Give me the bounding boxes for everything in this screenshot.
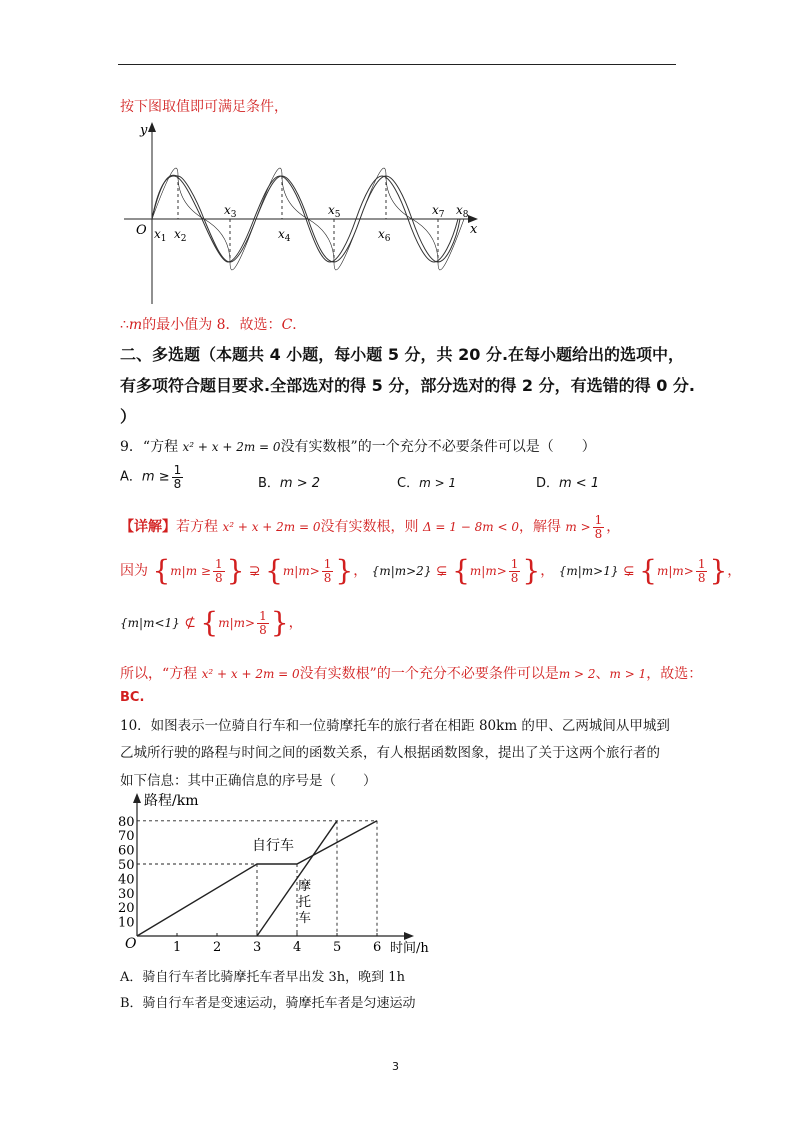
x-tick-label: 4	[293, 940, 302, 955]
q9-option-a: A．m ≥ $\frac{1}{8}$	[120, 463, 182, 491]
q10-stem-line2: 乙城所行驶的路程与时间之间的函数关系，有人根据函数图象，提出了关于这两个旅行者的	[120, 745, 660, 761]
section-heading-line3: ）	[120, 407, 137, 426]
section-heading-line2: 有多项符合题目要求.全部选对的得 5 分，部分选对的得 2 分，有选错的得 0 分.	[120, 376, 695, 395]
wave-x1-label: $x_1$	[154, 227, 167, 244]
section-heading-line1: 二、多选题（本题共 4 小题，每小题 5 分，共 20 分.在每小题给出的选项中，	[120, 345, 685, 364]
detail-line4: 所以，“方程 x² + x + 2m = 0没有实数根”的一个充分不必要条件可以是m > 2、m > 1，故选：	[120, 666, 703, 682]
y-tick-label: 20	[118, 901, 135, 917]
moto-annotation-3: 车	[298, 911, 312, 926]
bike-annotation: 自行车	[252, 838, 294, 854]
q10-option-b: B．骑自行车者是变速运动，骑摩托车者是匀速运动	[120, 996, 416, 1011]
page-number: 3	[392, 1060, 399, 1073]
q10-stem-line1: 10．如图表示一位骑自行车和一位骑摩托车的旅行者在相距 80km 的甲、乙两城间从甲城到	[120, 718, 670, 734]
wave-graph	[118, 118, 488, 308]
wave-x-label: x	[470, 222, 478, 237]
moto-annotation-2: 托	[298, 895, 312, 910]
wave-x5-label: $x_5$	[328, 203, 341, 220]
wave-y-label: y	[140, 123, 148, 138]
header-rule	[118, 64, 676, 65]
y-tick-label: 30	[118, 886, 135, 902]
q10-stem-line3: 如下信息：其中正确信息的序号是（ ）	[120, 773, 377, 789]
chart-x-label: 时间/h	[390, 941, 429, 956]
detail-line3: {m|m<1} ⊄ {m|m> $\frac{1}{8}$ }，	[120, 606, 303, 639]
q9-option-c: C．m > 1	[397, 476, 457, 491]
distance-time-chart	[112, 790, 442, 960]
y-tick-label: 80	[118, 814, 135, 830]
wave-x7-label: $x_7$	[432, 203, 445, 220]
x-tick-label: 3	[253, 940, 262, 955]
detail-line2: 因为 {m|m ≥ $\frac{1}{8}$ } ⊋ {m|m> $\frac{1}{8}$ }， {m|m>2} ⊊ {m|m> $\frac{1}{8}$ }， {m|m>1} ⊊ {m|m> $\frac{1}{8}$ }，	[120, 554, 742, 587]
wave-x8-label: $x_8$	[456, 203, 469, 220]
detail-line1: 【详解】若方程 x² + x + 2m = 0没有实数根，则 Δ = 1 − 8m < 0，解得 m > $\frac{1}{8}$ ，	[120, 513, 621, 541]
wave-x3-label: $x_3$	[224, 203, 237, 220]
y-tick-label: 60	[118, 843, 135, 859]
wave-x2-label: $x_2$	[174, 227, 187, 244]
wave-x6-label: $x_6$	[378, 227, 391, 244]
wave-origin: O	[136, 223, 147, 238]
q9-option-b: B．m > 2	[258, 476, 321, 491]
wave-x4-label: $x_4$	[278, 227, 291, 244]
detail-line5: BC.	[120, 690, 145, 705]
y-tick-label: 10	[118, 915, 135, 931]
moto-annotation-1: 摩	[298, 879, 312, 894]
y-tick-label: 40	[118, 872, 135, 888]
x-tick-label: 1	[173, 940, 182, 955]
q9-option-d: D．m < 1	[536, 476, 600, 491]
chart-y-label: 路程/km	[144, 793, 199, 809]
q10-option-a: A．骑自行车者比骑摩托车者早出发 3h，晚到 1h	[120, 970, 405, 985]
x-tick-label: 5	[333, 940, 342, 955]
chart-origin: O	[125, 936, 137, 952]
y-tick-label: 50	[118, 858, 135, 873]
intro-text: 按下图取值即可满足条件，	[120, 99, 288, 115]
x-tick-label: 6	[373, 940, 382, 955]
y-tick-label: 70	[118, 829, 135, 845]
x-tick-label: 2	[213, 940, 222, 955]
conclusion-line: ∴m的最小值为 8．故选：C．	[120, 317, 307, 333]
q9-stem: 9．“方程 x² + x + 2m = 0没有实数根”的一个充分不必要条件可以是（ ）	[120, 439, 596, 455]
